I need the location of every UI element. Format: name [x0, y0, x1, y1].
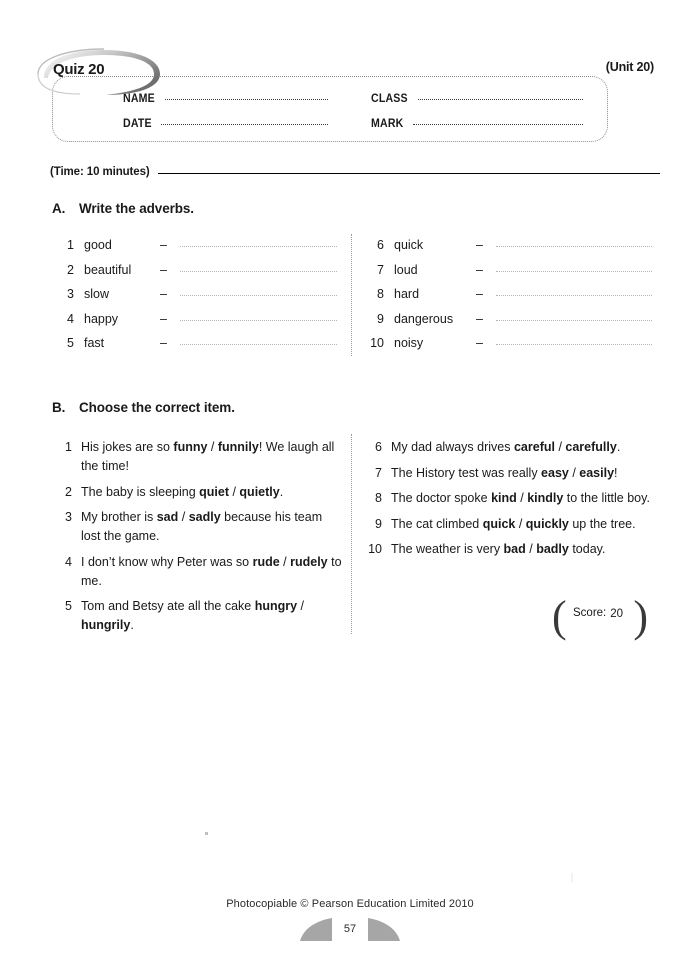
adverb-adjective: fast [84, 336, 105, 350]
adverb-answer-line[interactable] [496, 271, 652, 272]
wing-left-icon [300, 917, 332, 941]
adverb-dash: – [476, 287, 483, 301]
adverb-row [52, 336, 337, 361]
field-class[interactable] [371, 93, 583, 105]
section-b-heading [52, 400, 235, 415]
adverb-row [362, 238, 652, 263]
date-label: DATE [123, 118, 152, 130]
adverb-dash: – [476, 311, 483, 326]
score-paren-left: ( [552, 592, 567, 641]
name-write-line[interactable] [165, 99, 328, 100]
unit-label: (Unit 20) [605, 60, 654, 74]
section-a-heading [52, 201, 194, 216]
date-write-line[interactable] [161, 124, 328, 125]
choice-number: 9 [375, 516, 382, 531]
adverb-number: 5 [67, 336, 74, 350]
adverb-number: 2 [67, 262, 74, 277]
adverb-adjective: loud [394, 262, 418, 277]
adverb-dash: – [476, 336, 483, 350]
choice-number: 7 [375, 465, 382, 480]
adverb-number: 8 [377, 287, 384, 301]
adverb-row [52, 238, 337, 263]
adverb-adjective: hard [394, 287, 420, 301]
score-paren-right: ) [633, 592, 648, 641]
choice-number: 6 [375, 440, 382, 454]
section-a-left-column [52, 238, 337, 361]
adverb-number: 6 [377, 238, 384, 252]
adverb-adjective: beautiful [84, 262, 132, 277]
choice-row[interactable] [52, 597, 342, 635]
adverb-answer-line[interactable] [180, 246, 337, 247]
adverb-row [52, 312, 337, 337]
wing-right-icon [368, 917, 400, 941]
adverb-answer-line[interactable] [496, 344, 652, 345]
score-total: 20 [610, 608, 624, 620]
choice-row[interactable] [362, 540, 658, 559]
choice-row[interactable] [362, 438, 658, 457]
copyright-text: Photocopiable © Pearson Education Limited 2010 [226, 898, 474, 910]
adverb-number: 3 [67, 287, 74, 301]
class-write-line[interactable] [418, 99, 583, 100]
adverb-row [362, 263, 652, 288]
section-b-letter: B. [52, 400, 66, 415]
choice-row[interactable] [362, 464, 658, 483]
choice-number: 10 [368, 542, 382, 556]
quiz-title: Quiz 20 [53, 61, 105, 78]
section-b-left-column [52, 438, 342, 642]
choice-sentence[interactable]: The weather is very bad / badly today. [391, 542, 606, 556]
section-a-right-column [362, 238, 652, 361]
section-a-letter: A. [52, 201, 66, 216]
adverb-row [52, 287, 337, 312]
page-marker [0, 917, 700, 941]
choice-sentence[interactable]: My dad always drives careful / carefully. [391, 440, 621, 454]
choice-number: 2 [65, 484, 72, 499]
choice-sentence[interactable]: The History test was really easy / easily! [391, 465, 618, 480]
scan-artifact [571, 873, 573, 882]
choice-row[interactable] [52, 553, 342, 591]
adverb-row [362, 312, 652, 337]
adverb-row [362, 287, 652, 312]
adverb-adjective: slow [84, 287, 110, 301]
score-box [552, 592, 648, 647]
adverb-answer-line[interactable] [496, 246, 652, 247]
section-a-column-divider [351, 234, 352, 356]
choice-row[interactable] [52, 438, 342, 476]
mark-label: MARK [371, 118, 404, 130]
adverb-number: 1 [67, 238, 74, 252]
score-content [573, 606, 623, 621]
adverb-dash: – [476, 238, 483, 252]
adverb-answer-line[interactable] [180, 271, 337, 272]
choice-sentence[interactable]: The cat climbed quick / quickly up the tree. [391, 516, 636, 531]
choice-sentence[interactable]: Tom and Betsy ate all the cake hungry / hungrily. [81, 599, 305, 632]
adverb-dash: – [160, 262, 167, 277]
choice-row[interactable] [362, 489, 658, 508]
adverb-row [362, 336, 652, 361]
choice-row[interactable] [52, 508, 342, 546]
adverb-answer-line[interactable] [496, 320, 652, 321]
choice-row[interactable] [52, 483, 342, 502]
choice-sentence[interactable]: My brother is sad / sadly because his team lost the game. [81, 510, 323, 543]
adverb-number: 10 [370, 336, 384, 350]
time-limit-text: (Time: 10 minutes) [50, 166, 150, 178]
class-label: CLASS [371, 93, 408, 105]
adverb-adjective: noisy [394, 336, 424, 350]
time-rule-line [158, 173, 660, 174]
name-label: NAME [123, 93, 155, 105]
scan-artifact [205, 832, 208, 835]
quiz-badge [36, 48, 168, 96]
field-mark[interactable] [371, 118, 583, 130]
adverb-adjective: quick [394, 238, 424, 252]
choice-sentence[interactable]: The doctor spoke kind / kindly to the little boy. [391, 491, 650, 505]
choice-number: 1 [65, 440, 72, 454]
adverb-answer-line[interactable] [180, 344, 337, 345]
choice-number: 5 [65, 599, 72, 613]
section-b-right-column [362, 438, 658, 566]
adverb-number: 7 [377, 262, 384, 277]
score-fraction [610, 606, 623, 621]
page-footer [0, 898, 700, 941]
adverb-dash: – [160, 336, 167, 350]
time-row [50, 166, 660, 178]
adverb-dash: – [476, 262, 483, 277]
adverb-row [52, 263, 337, 288]
adverb-dash: – [160, 311, 167, 326]
choice-number: 3 [65, 510, 72, 524]
choice-row[interactable] [362, 515, 658, 534]
adverb-dash: – [160, 287, 167, 301]
mark-write-line[interactable] [413, 124, 583, 125]
choice-sentence[interactable]: His jokes are so funny / funnily! We laugh all the time! [81, 440, 335, 473]
adverb-answer-line[interactable] [180, 320, 337, 321]
quiz-header [0, 0, 700, 160]
page-number: 57 [343, 923, 357, 935]
section-a-title: Write the adverbs. [78, 201, 194, 216]
section-b-column-divider [351, 434, 352, 634]
adverb-number: 4 [67, 311, 74, 326]
adverb-adjective: happy [84, 311, 119, 326]
adverb-answer-line[interactable] [180, 295, 337, 296]
adverb-adjective: dangerous [394, 311, 454, 326]
choice-number: 4 [65, 554, 72, 569]
choice-sentence[interactable]: I don’t know why Peter was so rude / rudely to me. [81, 554, 342, 588]
adverb-number: 9 [377, 311, 384, 326]
adverb-dash: – [160, 238, 167, 252]
score-label: Score: [573, 607, 607, 619]
adverb-answer-line[interactable] [496, 295, 652, 296]
choice-number: 8 [375, 491, 382, 505]
section-b-title: Choose the correct item. [78, 400, 235, 415]
adverb-adjective: good [84, 238, 112, 252]
choice-sentence[interactable]: The baby is sleeping quiet / quietly. [81, 484, 284, 499]
field-date[interactable] [123, 118, 328, 130]
